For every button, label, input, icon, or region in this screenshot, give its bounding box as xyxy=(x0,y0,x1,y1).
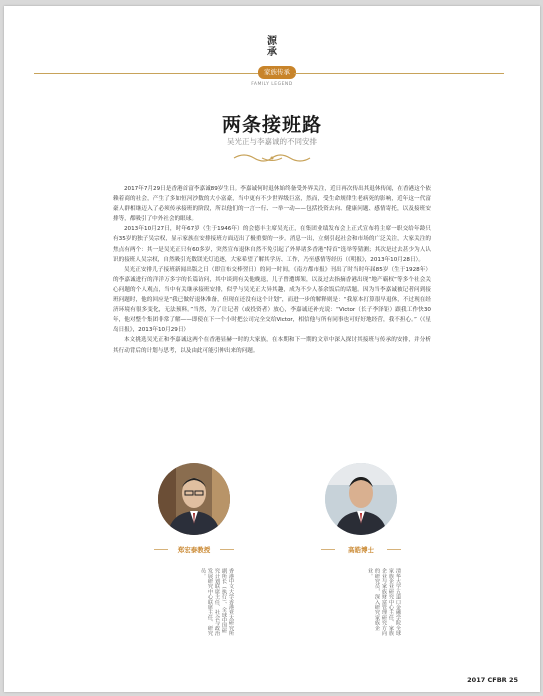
author-photo xyxy=(325,463,397,535)
paragraph: 本文挑选吴光正和李嘉诚这两个在香港显赫一时的大家族，在本期和下一期的文章中深入探讨其接班与传承的安排，并分析其行动背后的计划与思考，以及由此可能引伸出来的问题。 xyxy=(113,337,431,354)
column-subtitle: FAMILY LEGEND xyxy=(251,82,293,87)
column-title-line1: 源 xyxy=(267,36,277,47)
author-rule-right xyxy=(220,549,234,550)
paragraph: 吴光正安排儿子接班新闻出版之日（即宣布交棒翌日）的同一时间，《南方都市报》刊出了时当时年届85岁（生于1928年）的李嘉诚进行的洋洋万多字的长篇访问，其中谈到有关他晚退，儿子曾遭绑架，以及过去指摘香港出现“地产霸权”等多个社会关心问题的个人观点，当中有关继承接班安排，似乎与吴光正大异其趣，成为不少人茶余饭后的话题。因为当李嘉诚被记者问到接班问题时，他的回应是“我已做好退休准备，但现在还没有这个计划”，而进一步的解释则是：“我原本打算很早退休，不过现在经济环境有很多变化，无法预料。”当然，为了让记者（或投资者）放心，李嘉诚还补充说：“Victor（长子李泽钜）跟我工作快30年，他对整个集团非常了解——即使在下一个小时把公司完全交给Victor，相信他与所有同事也可好好地经营，我不担心。”（《星岛日报》，2013年10月29日） xyxy=(113,266,431,334)
column-title-line2: 承 xyxy=(267,47,277,58)
header-rule-left xyxy=(34,73,260,74)
author-photo xyxy=(158,463,230,535)
author-bio: 香港中文大学香港亚太研究所副所长（执行）、全球中国研究计划联席主任、社会与政治发展研究中心联席主任、研究员。 xyxy=(200,568,234,636)
article-subtitle: 吴光正与李嘉诚的不同安排 xyxy=(227,137,317,146)
author-bio: 清华大学五道口金融学院全球家族企业研究中心主任、家族企业与家族财富管理研究方向的研究员，深入研究家族企业。 xyxy=(367,568,401,636)
page-footer: 2017 CFBR 25 xyxy=(467,676,518,684)
paragraph: 2013年10月27日，时年67岁（生于1946年）的会德丰主席吴光正，在集团业绩发布会上正式宣布将主席一职交给年龄只有35岁的独子吴宗权，显示家族在安排接班方面迈出了极重要的一步。消息一出，立刻引起社会和市场的广泛关注，大家关注的焦点有两个：其一是吴光正只有60多岁，突然宣布退休自然不免引起了外界诸多香港“特首”选举等猜测；其次是过去甚少为人认识的接班人吴宗权，自然吸引光数镁光灯追逐，大家希望了解其学历、工作，乃至感情等经历（《明报》，2013年10月28日）。 xyxy=(113,226,431,263)
article-body xyxy=(113,184,431,356)
header-rule-right xyxy=(294,73,504,74)
magazine-page xyxy=(4,6,540,692)
column-badge: 家族传承 xyxy=(258,66,296,79)
column-title xyxy=(4,36,540,58)
article-title: 两条接班路 xyxy=(221,114,322,136)
author-name: 郑宏泰教授 xyxy=(177,546,211,554)
author-name: 高皓博士 xyxy=(348,546,374,554)
paragraph: 2017年7月29日是香港首富李嘉诚89岁生日。李嘉诚何时退休始终备受外界关注，近日再次传出其退休传闻，在香港这个依赖着商的社会，产生了多如恒河沙数的大小富豪，当中更有不少世界级巨富，然而，受生命规律生老病死的影响，近年这一代富豪人群相继迈入了必须传承接班的阶段，所以他们的一言一行、一举一动——包括投资去向、健康问题、感情寄托，以及接班安排等，都吸引了中外社会的眼球。 xyxy=(113,186,431,223)
ornament-divider xyxy=(232,152,312,164)
author-rule-right xyxy=(387,549,401,550)
